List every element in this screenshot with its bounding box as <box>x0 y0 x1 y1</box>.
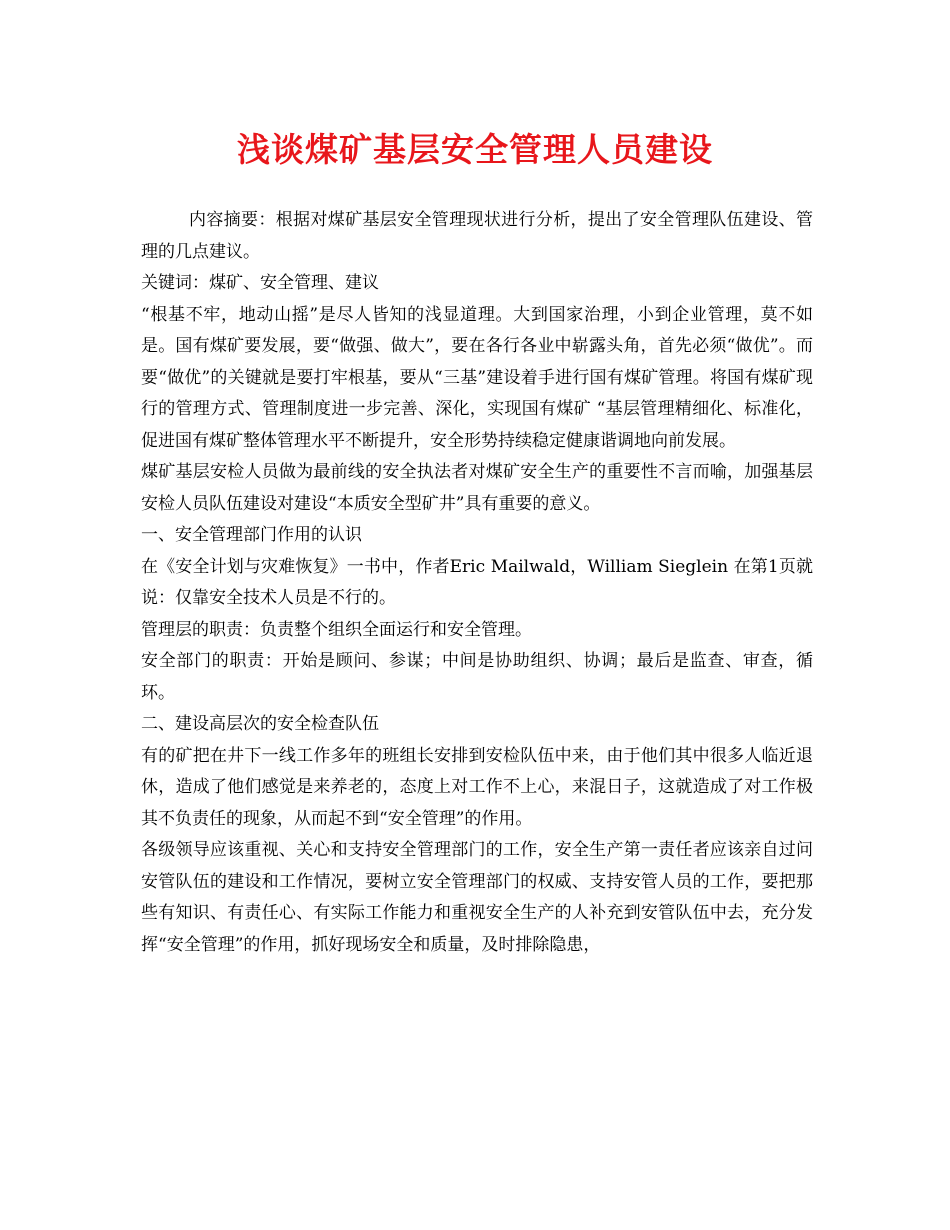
section-heading: 一、安全管理部门作用的认识 <box>141 525 362 545</box>
section-heading: 二、建设高层次的安全检查队伍 <box>141 714 379 734</box>
abstract-paragraph: 内容摘要：根据对煤矿基层安全管理现状进行分析，提出了安全管理队伍建设、管理的几点建议。 <box>141 210 813 262</box>
body-paragraph: 管理层的职责：负责整个组织全面运行和安全管理。 <box>141 619 532 640</box>
body-paragraph: “根基不牢，地动山摇”是尽人皆知的浅显道理。大到国家治理，小到企业管理，莫不如是。国有煤矿要发展，要“做强、做大”，要在各行各业中崭露头角，首先必须“做优”。而要“做优”的关键就是要打牢根基，要从“三基”建设着手进行国有煤矿管理。将国有煤矿现行的管理方式、管理制度进一步完善、深化，实现国有煤矿 “基层管理精细化、标准化，促进国有煤矿整体管理水平不断提升，安全形势持续稳定健康谐调地向前发展。 <box>141 304 813 451</box>
body-paragraph: 各级领导应该重视、关心和支持安全管理部门的工作，安全生产第一责任者应该亲自过问安管队伍的建设和工作情况，要树立安全管理部门的权威、支持安管人员的工作，要把那些有知识、有责任心、有实际工作能力和重视安全生产的人补充到安管队伍中去，充分发挥“安全管理”的作用，抓好现场安全和质量，及时排除隐患， <box>141 840 813 955</box>
body-paragraph: 在《安全计划与灾难恢复》一书中，作者Eric Mailwald，William Sieglein 在第1页就说：仅靠安全技术人员是不行的。 <box>141 556 813 608</box>
body-paragraph: 煤矿基层安检人员做为最前线的安全执法者对煤矿安全生产的重要性不言而喻，加强基层安检人员队伍建设对建设“本质安全型矿井”具有重要的意义。 <box>141 462 813 514</box>
keywords-paragraph: 关键词：煤矿、安全管理、建议 <box>141 273 379 293</box>
document-title: 浅谈煤矿基层安全管理人员建设 <box>237 130 713 169</box>
document-body <box>141 205 813 961</box>
body-paragraph: 有的矿把在井下一线工作多年的班组长安排到安检队伍中来，由于他们其中很多人临近退休，造成了他们感觉是来养老的，态度上对工作不上心，来混日子，这就造成了对工作极其不负责任的现象，从而起不到“安全管理”的作用。 <box>141 745 813 829</box>
body-paragraph: 安全部门的职责：开始是顾问、参谋；中间是协助组织、协调；最后是监查、审查，循环。 <box>141 651 813 703</box>
